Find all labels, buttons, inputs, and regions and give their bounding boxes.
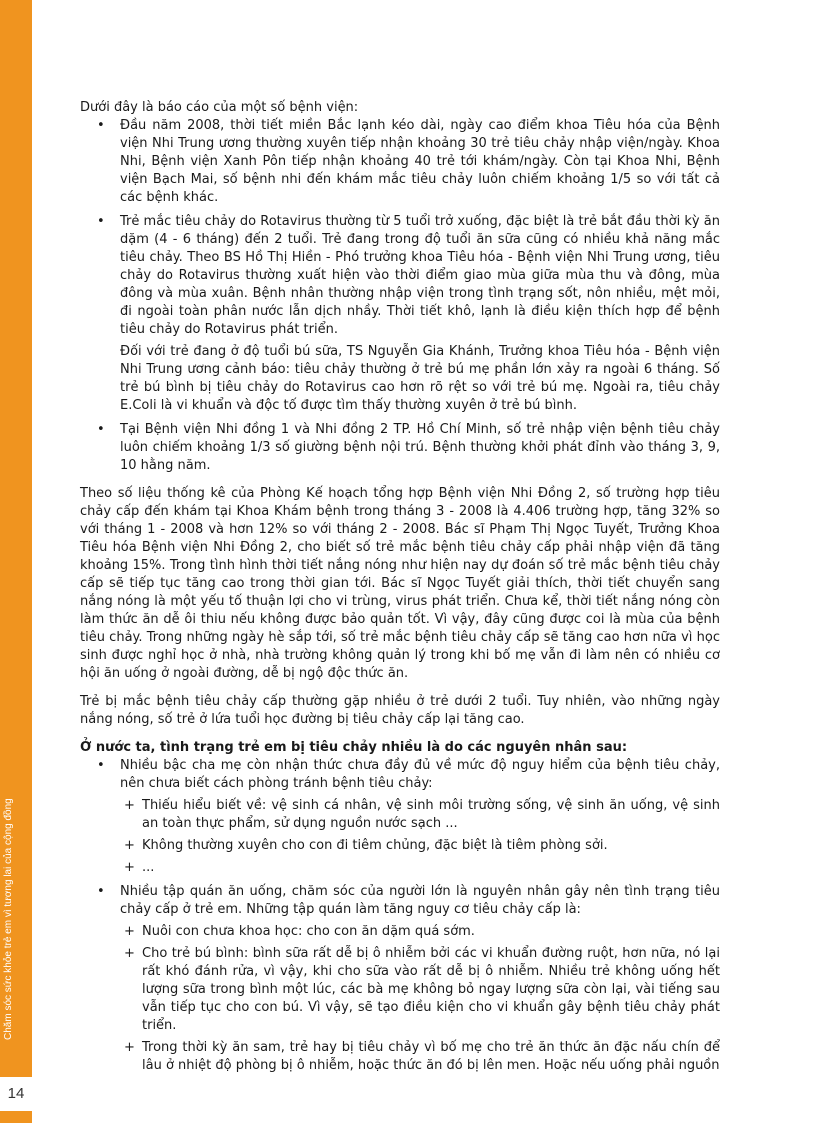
causes-list <box>80 757 720 1075</box>
cause-text: Nhiều tập quán ăn uống, chăm sóc của người lớn là nguyên nhân gây nên tình trạng tiêu chảy cấp ở trẻ em. Những tập quán làm tăng nguy cơ tiêu chảy cấp là: <box>120 884 720 917</box>
document-body <box>80 99 720 1075</box>
list-item: + Thiếu hiểu biết về: vệ sinh cá nhân, vệ sinh môi trường sống, vệ sinh ăn uống, vệ sinh an toàn thực phẩm, sử dụng nguồn nước sạch ... <box>120 797 720 833</box>
list-item <box>80 421 720 475</box>
hospital-report-text: Trẻ mắc tiêu chảy do Rotavirus thường từ 5 tuổi trở xuống, đặc biệt là trẻ bắt đầu thời kỳ ăn dặm (4 - 6 tháng) đến 2 tuổi. Trẻ đang trong độ tuổi ăn sữa cũng có nhiều khả năng mắc tiêu chảy. Theo BS Hồ Thị Hiền - Phó trưởng khoa Tiêu hóa - Bệnh viện Nhi Trung ương, tiêu chảy do Rotavirus thường xuất hiện vào thời điểm giao mùa giữa mùa thu và đông, mùa đông và mùa xuân. Bệnh nhân thường nhập viện trong tình trạng sốt, nôn nhiều, mệt mỏi, đi ngoài toàn phân nước lẫn dịch nhầy. Thời tiết khô, lạnh là điều kiện thích hợp để bệnh tiêu chảy do Rotavirus phát triển. <box>120 214 720 337</box>
cause-sublist <box>120 797 720 877</box>
list-item: + Cho trẻ bú bình: bình sữa rất dễ bị ô nhiễm bởi các vi khuẩn đường ruột, hơn nữa, nó lại rất khó đánh rửa, vì vậy, khi cho sữa vào rất dễ bị ô nhiễm. Nhiều trẻ không uống hết lượng sữa trong bình một lúc, các bà mẹ không bỏ ngay lượng sữa còn lại, vài tiếng sau vẫn tiếp tục cho con bú. Vì vậy, sẽ tạo điều kiện cho vi khuẩn gây bệnh tiêu chảy phát triển. <box>120 945 720 1035</box>
list-item <box>80 757 720 877</box>
list-item <box>80 883 720 1075</box>
hospital-report-text: Đầu năm 2008, thời tiết miền Bắc lạnh kéo dài, ngày cao điểm khoa Tiêu hóa của Bệnh viện Nhi Trung ương thường xuyên tiếp nhận khoảng 30 trẻ tiêu chảy nhập viện/ngày. Khoa Nhi, Bệnh viện Xanh Pôn tiếp nhận khoảng 40 trẻ tới khám/ngày. Còn tại Khoa Nhi, Bệnh viện Bạch Mai, số bệnh nhi đến khám mắc tiêu chảy luôn chiếm khoảng 1/5 so với tất cả các bệnh khác. <box>120 118 720 205</box>
list-item: + Trong thời kỳ ăn sam, trẻ hay bị tiêu chảy vì bố mẹ cho trẻ ăn thức ăn đặc nấu chín để lâu ở nhiệt độ phòng bị ô nhiễm, hoặc thức ăn đó bị lên men. Hoặc nếu uống phải nguồn <box>120 1039 720 1075</box>
age-paragraph: Trẻ bị mắc bệnh tiêu chảy cấp thường gặp nhiều ở trẻ dưới 2 tuổi. Tuy nhiên, vào những ngày nắng nóng, số trẻ ở lứa tuổi học đường bị tiêu chảy cấp lại tăng cao. <box>80 694 720 727</box>
causes-heading: Ở nước ta, tình trạng trẻ em bị tiêu chảy nhiều là do các nguyên nhân sau: <box>80 740 628 755</box>
side-bar <box>0 0 32 1123</box>
list-item <box>80 213 720 415</box>
cause-sublist <box>120 923 720 1075</box>
running-title: Chăm sóc sức khỏe trẻ em vì tương lai của cộng đồng <box>3 798 14 1040</box>
list-item <box>80 117 720 207</box>
statistics-paragraph: Theo số liệu thống kê của Phòng Kế hoạch tổng hợp Bệnh viện Nhi Đồng 2, số trường hợp tiêu chảy cấp đến khám tại Khoa Khám bệnh trong tháng 3 - 2008 là 4.406 trường hợp, tăng 32% so với tháng 1 - 2008 và hơn 12% so với tháng 2 - 2008. Bác sĩ Phạm Thị Ngọc Tuyết, Trưởng Khoa Tiêu hóa Bệnh viện Nhi Đồng 2, cho biết số trẻ mắc bệnh tiêu chảy cấp phải nhập viện đã tăng khoảng 15%. Trong tình hình thời tiết nắng nóng như hiện nay dự đoán số trẻ mắc bệnh tiêu chảy cấp sẽ tiếp tục tăng cao trong thời gian tới. Bác sĩ Ngọc Tuyết giải thích, thời tiết chuyển sang nắng nóng là một yếu tố thuận lợi cho vi trùng, virus phát triển. Chưa kể, thời tiết nắng nóng còn làm thức ăn dễ ôi thiu nếu không được bảo quản tốt. Vì vậy, đây cũng được coi là mùa của bệnh tiêu chảy. Trong những ngày hè sắp tới, số trẻ mắc bệnh tiêu chảy cấp sẽ tăng cao hơn nữa vì học sinh được nghỉ học ở nhà, nhà trường không quản lý trong khi bố mẹ vẫn đi làm nên có nhiều cơ hội ăn uống ở ngoài đường, dễ bị ngộ độc thức ăn. <box>80 486 720 681</box>
rotavirus-followup: Đối với trẻ đang ở độ tuổi bú sữa, TS Nguyễn Gia Khánh, Trưởng khoa Tiêu hóa - Bệnh viện Nhi Trung ương cảnh báo: tiêu chảy thường ở trẻ bú mẹ phần lớn xảy ra ngoài 6 tháng. Số trẻ bú bình bị tiêu chảy do Rotavirus cao hơn rõ rệt so với trẻ bú mẹ. Ngoài ra, tiêu chảy E.Coli là vi khuẩn và độc tố được tìm thấy thường xuyên ở trẻ bú bình. <box>120 344 720 413</box>
page-number: 14 <box>0 1077 32 1111</box>
list-item: + Nuôi con chưa khoa học: cho con ăn dặm quá sớm. <box>120 923 720 941</box>
intro-text: Dưới đây là báo cáo của một số bệnh viện: <box>80 100 359 115</box>
list-item: + Không thường xuyên cho con đi tiêm chủng, đặc biệt là tiêm phòng sởi. <box>120 837 720 855</box>
hospital-report-text: Tại Bệnh viện Nhi đồng 1 và Nhi đồng 2 TP. Hồ Chí Minh, số trẻ nhập viện bệnh tiêu chảy luôn chiếm khoảng 1/3 số giường bệnh nội trú. Bệnh thường khởi phát đỉnh vào tháng 3, 9, 10 hằng năm. <box>120 422 720 473</box>
cause-text: Nhiều bậc cha mẹ còn nhận thức chưa đầy đủ về mức độ nguy hiểm của bệnh tiêu chảy, nên chưa biết cách phòng tránh bệnh tiêu chảy: <box>120 758 720 791</box>
hospital-report-list <box>80 117 720 475</box>
list-item: + ... <box>120 859 720 877</box>
